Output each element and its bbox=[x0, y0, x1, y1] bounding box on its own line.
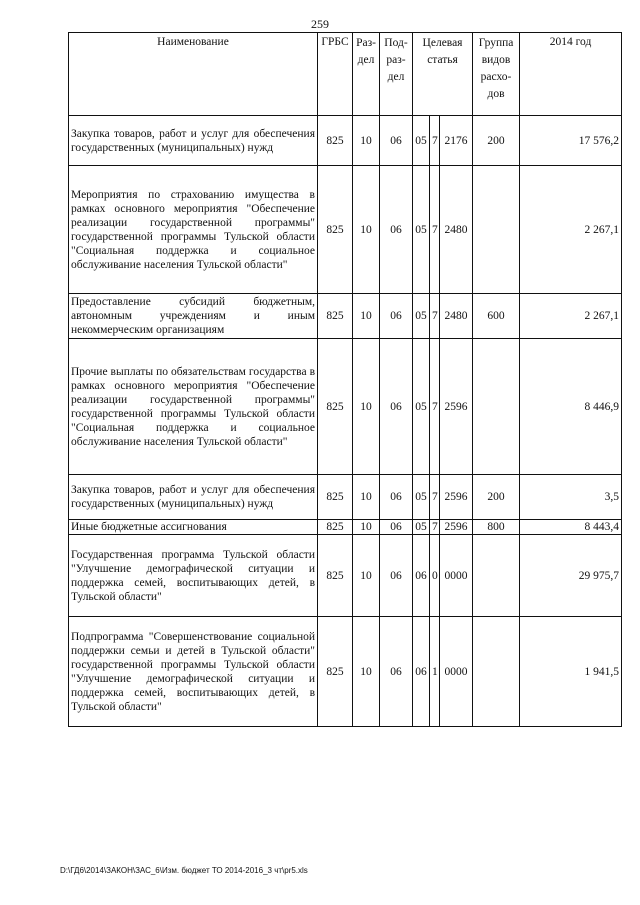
header-row bbox=[69, 33, 622, 116]
row-name: Подпрограмма "Совершенствование социальной поддержки семьи и детей в Тульской области" государственной программы Тульской области "Улучшение демографической ситуации и поддержка семей, воспитывающих детей, в Тульской области" bbox=[69, 617, 318, 727]
row-razdel: 10 bbox=[353, 294, 380, 339]
row-target-subprogram: 7 bbox=[430, 294, 440, 339]
row-expense-group: 200 bbox=[473, 475, 520, 520]
row-razdel: 10 bbox=[353, 475, 380, 520]
row-target-program: 06 bbox=[413, 617, 430, 727]
row-podrazdel: 06 bbox=[380, 166, 413, 294]
row-name: Мероприятия по страхованию имущества в рамках основного мероприятия "Обеспечение реализации государственной программы" государственной программы Тульской области "Социальная поддержка и социальное обслуживание населения Тульской области" bbox=[69, 166, 318, 294]
header-expense-group: Группа видов расхо- дов bbox=[473, 33, 520, 116]
row-podrazdel: 06 bbox=[380, 617, 413, 727]
row-grbs: 825 bbox=[318, 116, 353, 166]
header-year-2014: 2014 год bbox=[520, 33, 622, 116]
row-target-program: 05 bbox=[413, 166, 430, 294]
row-target-subprogram: 7 bbox=[430, 166, 440, 294]
row-target-program: 05 bbox=[413, 475, 430, 520]
row-target-program: 06 bbox=[413, 535, 430, 617]
row-expense-group: 200 bbox=[473, 116, 520, 166]
file-path-footer: D:\ГД6\2014\ЗАКОН\ЗАС_6\Изм. бюджет ТО 2014-2016_3 чт\pr5.xls bbox=[60, 866, 308, 875]
row-razdel: 10 bbox=[353, 166, 380, 294]
row-expense-group bbox=[473, 166, 520, 294]
table-row bbox=[69, 617, 622, 727]
row-target-subprogram: 7 bbox=[430, 475, 440, 520]
row-razdel: 10 bbox=[353, 617, 380, 727]
row-target-program: 05 bbox=[413, 520, 430, 535]
table-row bbox=[69, 339, 622, 475]
row-amount: 1 941,5 bbox=[520, 617, 622, 727]
row-target-code: 2596 bbox=[440, 475, 473, 520]
row-razdel: 10 bbox=[353, 535, 380, 617]
header-razdel: Раз- дел bbox=[353, 33, 380, 116]
header-podrazdel: Под- раз- дел bbox=[380, 33, 413, 116]
row-expense-group: 600 bbox=[473, 294, 520, 339]
row-target-code: 2480 bbox=[440, 294, 473, 339]
row-target-code: 0000 bbox=[440, 617, 473, 727]
row-expense-group bbox=[473, 339, 520, 475]
row-target-code: 2176 bbox=[440, 116, 473, 166]
row-podrazdel: 06 bbox=[380, 520, 413, 535]
row-target-subprogram: 7 bbox=[430, 116, 440, 166]
row-target-code: 2596 bbox=[440, 339, 473, 475]
row-amount: 2 267,1 bbox=[520, 294, 622, 339]
row-grbs: 825 bbox=[318, 617, 353, 727]
row-grbs: 825 bbox=[318, 294, 353, 339]
row-target-subprogram: 7 bbox=[430, 339, 440, 475]
row-name: Предоставление субсидий бюджетным, автономным учреждениям и иным некоммерческим организациям bbox=[69, 294, 318, 339]
table-row bbox=[69, 475, 622, 520]
row-grbs: 825 bbox=[318, 475, 353, 520]
row-expense-group: 800 bbox=[473, 520, 520, 535]
row-expense-group bbox=[473, 617, 520, 727]
row-grbs: 825 bbox=[318, 339, 353, 475]
row-target-program: 05 bbox=[413, 339, 430, 475]
row-target-code: 2596 bbox=[440, 520, 473, 535]
row-amount: 17 576,2 bbox=[520, 116, 622, 166]
row-target-program: 05 bbox=[413, 294, 430, 339]
table-row bbox=[69, 294, 622, 339]
table-row bbox=[69, 166, 622, 294]
row-target-subprogram: 7 bbox=[430, 520, 440, 535]
row-podrazdel: 06 bbox=[380, 294, 413, 339]
row-podrazdel: 06 bbox=[380, 339, 413, 475]
header-target-article: Целевая статья bbox=[413, 33, 473, 116]
row-podrazdel: 06 bbox=[380, 535, 413, 617]
row-target-program: 05 bbox=[413, 116, 430, 166]
row-grbs: 825 bbox=[318, 520, 353, 535]
row-name: Закупка товаров, работ и услуг для обеспечения государственных (муниципальных) нужд bbox=[69, 475, 318, 520]
row-name: Иные бюджетные ассигнования bbox=[69, 520, 318, 535]
row-target-code: 2480 bbox=[440, 166, 473, 294]
row-expense-group bbox=[473, 535, 520, 617]
page-number: 259 bbox=[311, 17, 329, 31]
row-name: Закупка товаров, работ и услуг для обеспечения государственных (муниципальных) нужд bbox=[69, 116, 318, 166]
row-razdel: 10 bbox=[353, 339, 380, 475]
table-row bbox=[69, 116, 622, 166]
row-amount: 8 446,9 bbox=[520, 339, 622, 475]
header-grbs: ГРБС bbox=[318, 33, 353, 116]
row-grbs: 825 bbox=[318, 535, 353, 617]
row-amount: 2 267,1 bbox=[520, 166, 622, 294]
header-name: Наименование bbox=[69, 33, 318, 116]
row-target-subprogram: 0 bbox=[430, 535, 440, 617]
row-grbs: 825 bbox=[318, 166, 353, 294]
row-amount: 29 975,7 bbox=[520, 535, 622, 617]
row-amount: 3,5 bbox=[520, 475, 622, 520]
row-podrazdel: 06 bbox=[380, 475, 413, 520]
row-target-code: 0000 bbox=[440, 535, 473, 617]
row-name: Государственная программа Тульской области "Улучшение демографической ситуации и поддержка семей, воспитывающих детей, в Тульской области" bbox=[69, 535, 318, 617]
row-target-subprogram: 1 bbox=[430, 617, 440, 727]
row-razdel: 10 bbox=[353, 116, 380, 166]
row-razdel: 10 bbox=[353, 520, 380, 535]
row-podrazdel: 06 bbox=[380, 116, 413, 166]
row-amount: 8 443,4 bbox=[520, 520, 622, 535]
table-row bbox=[69, 535, 622, 617]
budget-table bbox=[68, 32, 622, 727]
row-name: Прочие выплаты по обязательствам государства в рамках основного мероприятия "Обеспечение реализации государственной программы" государственной программы Тульской области "Социальная поддержка и социальное обслуживание населения Тульской области" bbox=[69, 339, 318, 475]
table-row bbox=[69, 520, 622, 535]
